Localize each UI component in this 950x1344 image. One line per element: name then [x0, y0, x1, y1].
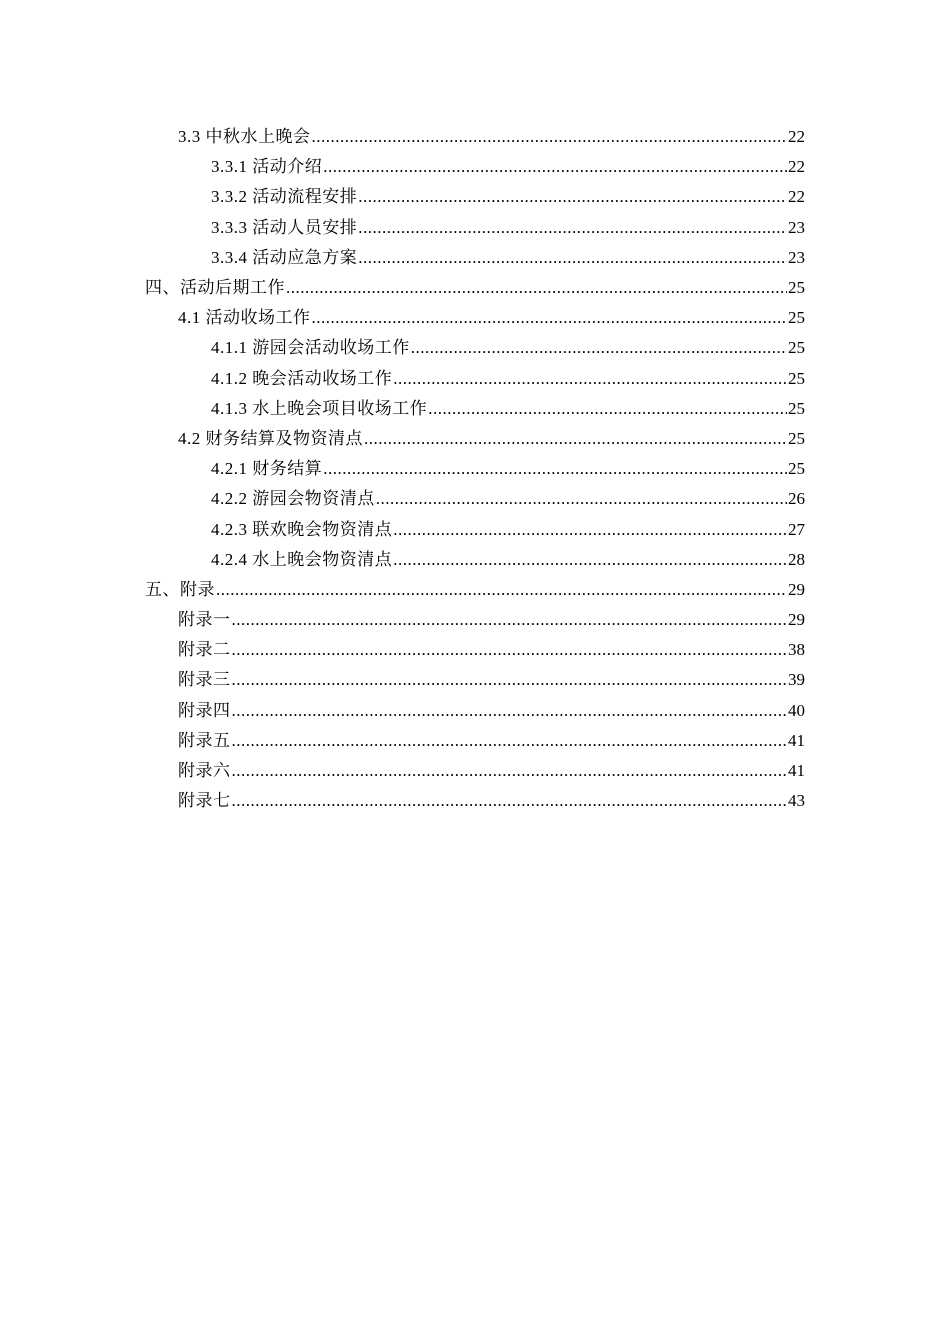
toc-entry-page: 40 [788, 700, 805, 720]
toc-entry-link[interactable] [211, 484, 805, 514]
toc-dot-leader [232, 726, 788, 756]
toc-dot-leader [358, 182, 787, 212]
toc-entry-title: 3.3.3 活动人员安排 [211, 217, 358, 237]
toc-entry [0, 122, 950, 152]
toc-dot-leader [312, 122, 788, 152]
toc-entry-page: 23 [788, 247, 805, 267]
toc-entry [0, 605, 950, 635]
toc-entry-title: 3.3.2 活动流程安排 [211, 187, 358, 207]
toc-entry-link[interactable] [178, 303, 805, 333]
toc-entry-page: 23 [788, 217, 805, 237]
toc-entry-link[interactable] [211, 213, 805, 243]
toc-entry-title: 3.3.1 活动介绍 [211, 157, 323, 177]
toc-entry-page: 43 [788, 791, 805, 811]
toc-entry-link[interactable] [178, 665, 805, 695]
toc-entry-page: 25 [788, 459, 805, 479]
toc-dot-leader [411, 333, 787, 363]
table-of-contents [0, 122, 950, 816]
toc-entry [0, 454, 950, 484]
toc-entry [0, 665, 950, 695]
toc-entry-link[interactable] [145, 273, 805, 303]
toc-entry-link[interactable] [178, 635, 805, 665]
toc-dot-leader [286, 273, 787, 303]
toc-entry [0, 756, 950, 786]
toc-entry [0, 514, 950, 544]
toc-entry-title: 3.3 中秋水上晚会 [178, 127, 311, 147]
toc-entry-link[interactable] [211, 364, 805, 394]
toc-entry [0, 484, 950, 514]
toc-entry-link[interactable] [211, 454, 805, 484]
toc-entry-title: 4.1 活动收场工作 [178, 308, 311, 328]
toc-dot-leader [323, 454, 787, 484]
toc-entry-link[interactable] [178, 786, 805, 816]
toc-entry-page: 29 [788, 610, 805, 630]
toc-entry-page: 29 [788, 579, 805, 599]
toc-entry [0, 243, 950, 273]
toc-entry-link[interactable] [178, 756, 805, 786]
toc-entry-link[interactable] [211, 243, 805, 273]
toc-entry-link[interactable] [211, 394, 805, 424]
toc-entry [0, 696, 950, 726]
toc-entry [0, 635, 950, 665]
toc-dot-leader [376, 484, 787, 514]
toc-entry-link[interactable] [178, 726, 805, 756]
toc-entry-page: 26 [788, 489, 805, 509]
toc-entry-title: 附录二 [178, 640, 231, 660]
toc-dot-leader [232, 756, 788, 786]
toc-entry-title: 4.1.3 水上晚会项目收场工作 [211, 398, 428, 418]
toc-entry-page: 25 [788, 368, 805, 388]
toc-dot-leader [393, 545, 787, 575]
toc-entry-title: 4.2.3 联欢晚会物资清点 [211, 519, 393, 539]
toc-entry-title: 附录一 [178, 610, 231, 630]
toc-entry-page: 25 [788, 278, 805, 298]
toc-entry-title: 附录七 [178, 791, 231, 811]
toc-entry-title: 4.2.1 财务结算 [211, 459, 323, 479]
toc-entry-title: 4.1.1 游园会活动收场工作 [211, 338, 410, 358]
toc-entry-link[interactable] [145, 575, 805, 605]
toc-entry-page: 27 [788, 519, 805, 539]
toc-entry-title: 4.1.2 晚会活动收场工作 [211, 368, 393, 388]
toc-dot-leader [393, 364, 787, 394]
toc-entry [0, 726, 950, 756]
toc-entry [0, 364, 950, 394]
toc-dot-leader [232, 665, 788, 695]
toc-dot-leader [428, 394, 787, 424]
toc-dot-leader [393, 515, 787, 545]
toc-entry-page: 25 [788, 338, 805, 358]
toc-entry-title: 五、附录 [145, 579, 215, 599]
toc-dot-leader [232, 605, 788, 635]
toc-entry-link[interactable] [211, 515, 805, 545]
toc-entry [0, 152, 950, 182]
toc-entry-title: 4.2.4 水上晚会物资清点 [211, 549, 393, 569]
toc-entry [0, 213, 950, 243]
toc-dot-leader [323, 152, 787, 182]
toc-entry-link[interactable] [178, 605, 805, 635]
toc-entry-title: 附录三 [178, 670, 231, 690]
toc-entry-page: 25 [788, 308, 805, 328]
toc-entry-link[interactable] [211, 182, 805, 212]
toc-entry-link[interactable] [211, 545, 805, 575]
toc-entry-title: 附录四 [178, 700, 231, 720]
toc-entry [0, 333, 950, 363]
toc-entry [0, 394, 950, 424]
toc-entry [0, 545, 950, 575]
toc-dot-leader [358, 243, 787, 273]
toc-dot-leader [216, 575, 787, 605]
toc-entry-page: 39 [788, 670, 805, 690]
toc-entry-link[interactable] [178, 122, 805, 152]
toc-entry [0, 424, 950, 454]
toc-entry [0, 182, 950, 212]
toc-entry-link[interactable] [211, 152, 805, 182]
toc-dot-leader [312, 303, 788, 333]
toc-dot-leader [364, 424, 787, 454]
toc-entry-link[interactable] [211, 333, 805, 363]
toc-dot-leader [232, 786, 788, 816]
toc-dot-leader [358, 213, 787, 243]
toc-entry-title: 3.3.4 活动应急方案 [211, 247, 358, 267]
toc-entry-page: 22 [788, 157, 805, 177]
toc-entry-link[interactable] [178, 424, 805, 454]
toc-entry-page: 41 [788, 761, 805, 781]
toc-entry [0, 575, 950, 605]
toc-entry-title: 附录六 [178, 761, 231, 781]
toc-entry-title: 4.2.2 游园会物资清点 [211, 489, 375, 509]
toc-dot-leader [232, 635, 788, 665]
toc-entry [0, 786, 950, 816]
toc-entry [0, 273, 950, 303]
toc-entry-page: 22 [788, 127, 805, 147]
toc-dot-leader [232, 696, 788, 726]
toc-entry-page: 25 [788, 398, 805, 418]
toc-entry-page: 25 [788, 428, 805, 448]
toc-entry-title: 四、活动后期工作 [145, 278, 285, 298]
toc-entry [0, 303, 950, 333]
toc-entry-page: 38 [788, 640, 805, 660]
toc-entry-page: 41 [788, 730, 805, 750]
toc-entry-page: 22 [788, 187, 805, 207]
toc-entry-title: 附录五 [178, 730, 231, 750]
toc-entry-link[interactable] [178, 696, 805, 726]
toc-entry-page: 28 [788, 549, 805, 569]
toc-entry-title: 4.2 财务结算及物资清点 [178, 428, 363, 448]
